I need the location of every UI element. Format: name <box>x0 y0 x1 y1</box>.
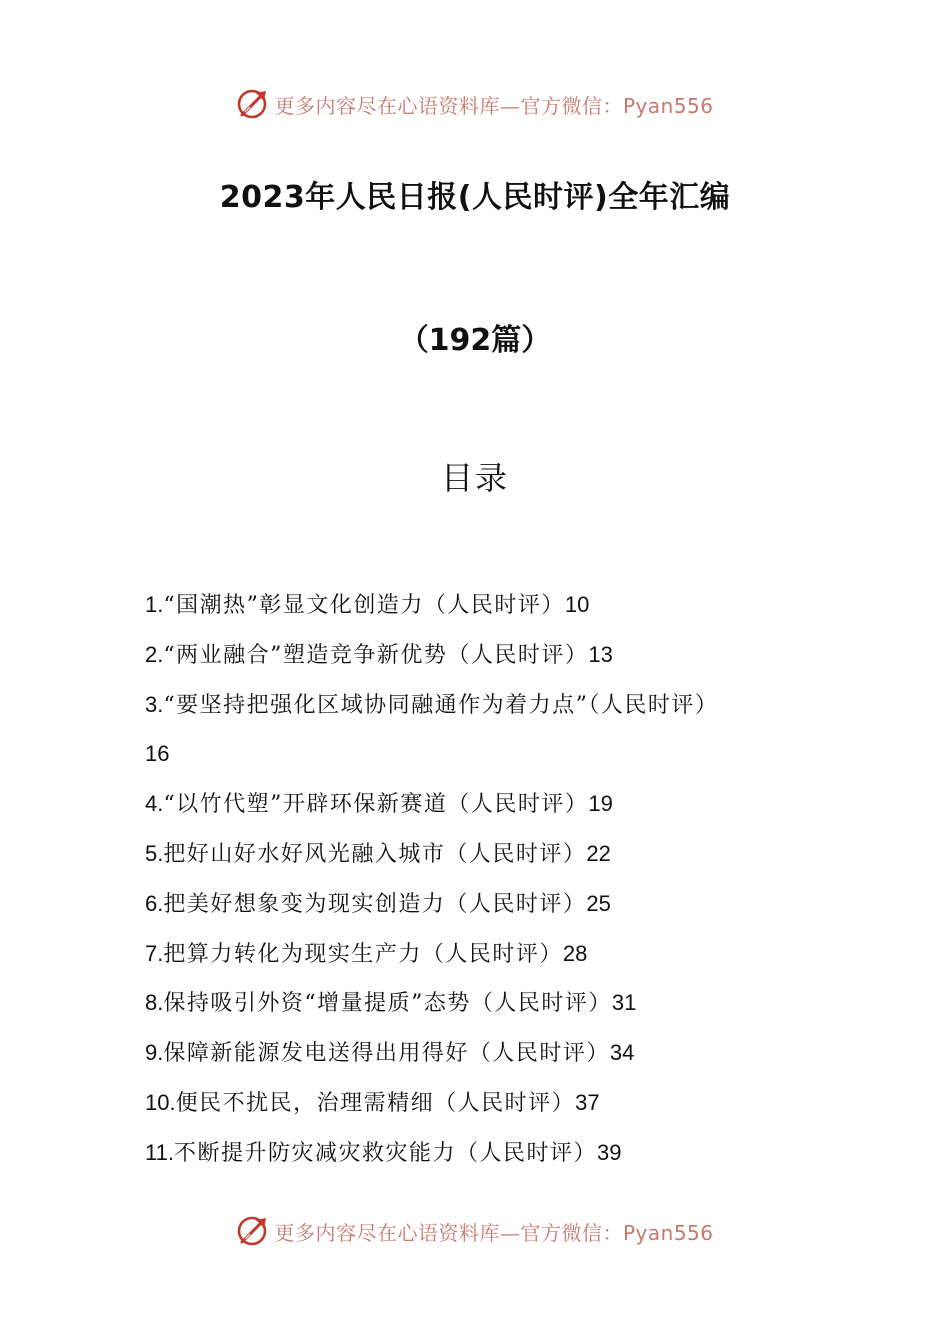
table-of-contents <box>145 580 825 1178</box>
footer-watermark-banner <box>0 1211 950 1251</box>
toc-item[interactable]: 10.便民不扰民，治理需精细（人民时评）37 <box>145 1089 600 1116</box>
toc-item[interactable]: 3.“要坚持把强化区域协同融通作为着力点”（人民时评） <box>145 691 719 718</box>
pen-logo-icon <box>236 1214 270 1248</box>
toc-item[interactable]: 7.把算力转化为现实生产力（人民时评）28 <box>145 940 588 967</box>
header-watermark-banner <box>0 84 950 124</box>
toc-item[interactable]: 11.不断提升防灾减灾救灾能力（人民时评）39 <box>145 1139 622 1166</box>
toc-item-continuation[interactable]: 16 <box>145 741 170 767</box>
document-title: 2023年人民日报(人民时评)全年汇编 <box>219 180 731 215</box>
toc-item[interactable]: 6.把美好想象变为现实创造力（人民时评）25 <box>145 890 611 917</box>
banner-wechat-id: Pyan556 <box>622 93 714 118</box>
toc-item[interactable]: 9.保障新能源发电送得出用得好（人民时评）34 <box>145 1040 635 1067</box>
toc-heading: 目录 <box>440 459 509 497</box>
banner-wechat-id: Pyan556 <box>622 1220 714 1245</box>
article-count: （192篇） <box>398 323 552 358</box>
toc-item[interactable]: 8.保持吸引外资“增量提质”态势（人民时评）31 <box>145 990 637 1017</box>
toc-item[interactable]: 2.“两业融合”塑造竞争新优势（人民时评）13 <box>145 641 613 668</box>
toc-item[interactable]: 4.“以竹代塑”开辟环保新赛道（人民时评）19 <box>145 791 613 818</box>
toc-item[interactable]: 5.把好山好水好风光融入城市（人民时评）22 <box>145 840 611 867</box>
toc-item[interactable]: 1.“国潮热”彰显文化创造力（人民时评）10 <box>145 592 590 618</box>
banner-text: 更多内容尽在心语资料库—官方微信： <box>274 1220 623 1245</box>
pen-logo-icon <box>236 87 270 121</box>
banner-text: 更多内容尽在心语资料库—官方微信： <box>274 93 623 118</box>
